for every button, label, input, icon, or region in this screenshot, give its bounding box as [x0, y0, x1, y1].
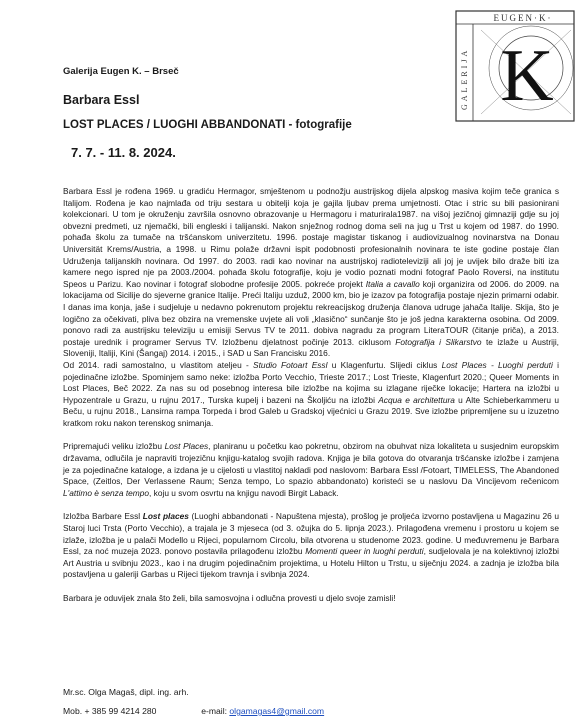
logo-side-text: GALERIJA [460, 47, 469, 110]
paragraph-book: Pripremajući veliku izložbu Lost Places, planiranu u početku kao pokretnu, obzirom na obuhvat niza lokaliteta u susjednim europskim državama, odlučila je napraviti trojezičnu knjigu-katalog svojih radova. Knjiga je bila gotova do otvaranja tršćanske izložbe i zamjena je za pojedinačne kataloge, a izdana je u cijelosti u vlastitoj nakladi pod naslovom: Barbara Essl /Fotoart, TIMELESS, The Abandoned Space, (Zeitlos, Der Verlassene Raum; Senza tempo, Lo spazio abbandonato) koristeći se u naslovu Da Vincijevom rečenicom L'attimo è senza tempo, koju u svom osvrtu na knjigu navodi Birgit Laback. [63, 441, 560, 498]
logo-top-text: EUGEN·K· [493, 13, 553, 23]
email-link[interactable]: olgamagas4@gmail.com [229, 706, 325, 716]
exhibition-title: LOST PLACES / LUOGHI ABBANDONATI - fotografije [63, 119, 352, 131]
mobile-number: Mob. + 385 99 4214 280 [63, 706, 157, 716]
logo-letter: K [500, 35, 554, 117]
paragraph-biography: Barbara Essl je rođena 1969. u gradiću Hermagor, smještenom u podnožju austrijskog dijela alpskog masiva kojim teče granica s Italijom. Rođena je kao najmlađa od triju sestara u obitelji koja je gajila ljubav prema umjetnosti. Otac i stric su bili pasionirani kolekcionari. U tom je okruženju završila osnovno obrazovanje u Hermagoru i maturirala1987. na višoj jezičnoj gimnaziji gdje su joj obvezni predmeti, uz njemački, bili engleski i talijanski. Nakon snježnog rodnog doma seli na jug u Trst u kojem od 1987. do 1990. pohađa školu za tumače na tršćanskom univerzitetu. 1996. postaje magistar tiskanog i audiovizualnog novinarstva na Donau Universität Krems/Austria, a 1998. u Rimu polaže državni ispit podobnosti profesionalnih novinara te iste godine postaje član Udruženja talijanskih novinara. Od 1997. do 2003. radi kao novinar na austrijskoj radioteleviziji ali joj je uvijek bilo draže biti iza kamere nego ispred nje pa 2003./2004. pohađa školu fotografije, koju je vodio poznati modni fotograf Paolo Roversi, na institutu Speos u Parizu. Kao novinar i fotograf slobodne profesije 2005. pokreće projekt Italia a cavallo koji organizira od 2006. do 2009. na lokacijama od Sicilije do sjeverne granice Italije. Preći Italiju uzduž, 2000 km, bio je izazov pa fotografija postaje njezin primarni odabir. I danas ima konja, jaše i sudjeluje u nedavno pokrenutom projektu rekreacijskog druženja članova udruge jahača Italije. Skija, što je logično za očekivati, pliva bez obzira na vremenske uvjete ali voli „klasično“ sunčanje što je još jedna karakterna osobina. Od 2009. ponovo radi za austrijsku televiziju u emisiji Servus TV te 2011. dobiva nagradu za program LiteraTOUR (čitanje priča), a 2013. postaje urednik i programer Servus TV. Izložbenu djelatnost počinje 2013. ciklusom Fotografija i Slikarstvo te izlaže u Austriji, Sloveniji, Italiji, Kini (Šangaj) 2014. i 2015., i SAD u San Francisku 2016. Od 2014. radi samostalno, u vlastitom atelјeu - Studio Fotoart Essl u Klagenfurtu. Slijedi ciklus Lost Places - Luoghi perduti i pojedinačne izložbe. Spominjem samo neke: izložba Porto Vecchio, Trieste 2017.; Lost Trieste, Klagenfurt 2020.; Queer Moments in Lost Places, Beč 2022. Za nas su od posebnog interesa bile izložbe na kojima su izlagane riječke lokacije; Hartera na izložbi u Hypozentrale u Grazu, u rujnu 2017., Turska kupelj i bazeni na Školjiću na izložbi Acqua e architettura u Alte Schieberkammeru u Beču, u rujnu 2018., Lansirna rampa Torpeda i brod Galeb u Gradskoj vijećnici u Grazu 2019. Sve izložbe pripremljene su u izuzetno kratkom roku nakon terenskog snimanja. [63, 186, 560, 428]
paragraph-exhibitions: Izložba Barbare Essl Lost places (Luoghi abbandonati - Napuštena mjesta), prošlog je proljeća izvorno postavljena u Magazinu 26 u Starој luci Trsta (Porto Vecchio), a trajala je 3 mjeseca (od 3. ožujka do 5. lipnja 2023.). Prilagođena vremenu i prostoru u kojem se izlaže, izložba je u palači Modello u Rijeci, popularnom Circolu, bila otvorena u studenome 2023. godine. U međuvremenu je Barbara Essl, za noć muzeja 2023. ponovo postavila prilagođenu izložbu Momenti queer in luoghi perduti, sudjelovala je na kolektivnoj izložbi Art Austria u svibnju 2023., kao i na drugim pojedinačnim projektima, u Hotelu Hilton u Trstu, u siječnju 2024. a zadnja je izložba bila postavljena u galeriji Garbas u Rijeci tijekom travnja i svibnja 2024. [63, 511, 560, 580]
signature-name: Mr.sc. Olga Magaš, dipl. ing. arh. [63, 687, 189, 697]
signature-contact [63, 706, 324, 716]
artist-name: Barbara Essl [63, 93, 140, 107]
body-text [63, 186, 559, 617]
paragraph-closing: Barbara je oduvijek znala što želi, bila samosvojna i odlučna provesti u djelo svoje zamisli! [63, 593, 396, 603]
gallery-logo [455, 10, 575, 122]
gallery-name: Galerija Eugen K. – Brseč [63, 66, 179, 77]
email-label: e-mail: [201, 706, 227, 716]
exhibition-dates: 7. 7. - 11. 8. 2024. [71, 145, 176, 160]
